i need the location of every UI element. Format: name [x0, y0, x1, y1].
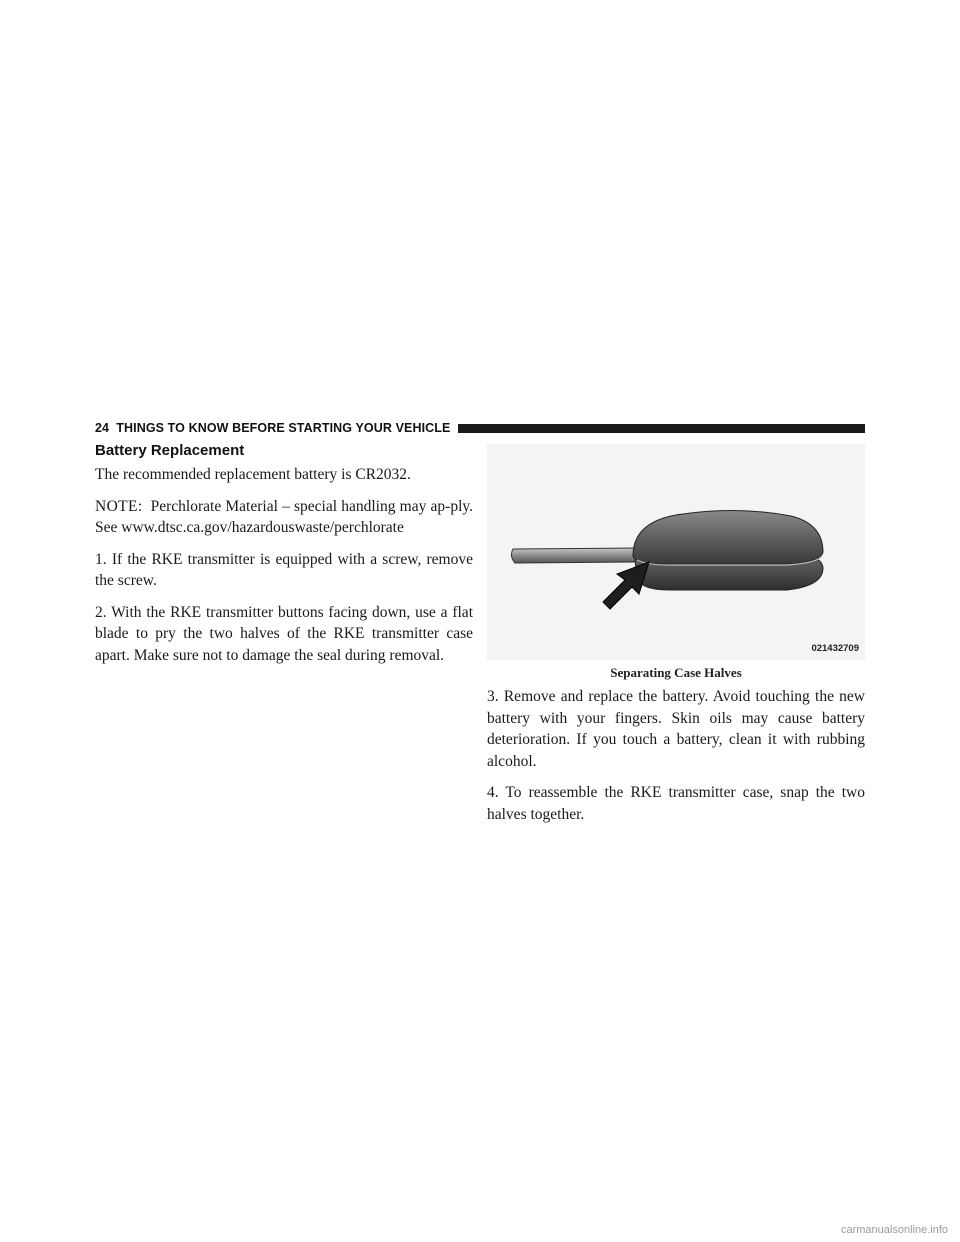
right-column [487, 686, 865, 835]
header-rule [458, 424, 865, 433]
figure-code: 021432709 [811, 643, 859, 654]
chapter-title: THINGS TO KNOW BEFORE STARTING YOUR VEHICLE [116, 421, 451, 435]
watermark: carmanualsonline.info [840, 1224, 948, 1236]
page-header [95, 418, 865, 438]
fob-top-half [633, 510, 823, 564]
pry-blade [511, 548, 643, 563]
step-3: 3. Remove and replace the battery. Avoid touching the new battery with your fingers. Skin oils may cause battery deterioration. If you touch a battery, clean it with rubbing alcohol. [487, 688, 865, 770]
arrow-icon [603, 562, 649, 609]
header-text [95, 421, 450, 435]
intro-paragraph: The recommended replacement battery is CR2032. [95, 466, 411, 483]
left-column [95, 440, 473, 676]
section-title: Battery Replacement [95, 442, 245, 459]
page-number: 24 [95, 421, 110, 435]
figure-caption: Separating Case Halves [610, 665, 742, 680]
note-text: Perchlorate Material – special handling may ap-ply. See www.dtsc.ca.gov/hazardouswaste/perchlorate [95, 497, 473, 536]
step-4: 4. To reassemble the RKE transmitter case, snap the two halves together. [487, 784, 865, 823]
step-1: 1. If the RKE transmitter is equipped with a screw, remove the screw. [95, 550, 473, 589]
step-2: 2. With the RKE transmitter buttons facing down, use a flat blade to pry the two halves of the RKE transmitter case apart. Make sure not to damage the seal during removal. [95, 603, 473, 664]
key-fob-illustration [487, 444, 865, 660]
note-paragraph [95, 496, 473, 539]
note-label: NOTE: [95, 497, 143, 515]
key-fob-figure [487, 444, 865, 660]
